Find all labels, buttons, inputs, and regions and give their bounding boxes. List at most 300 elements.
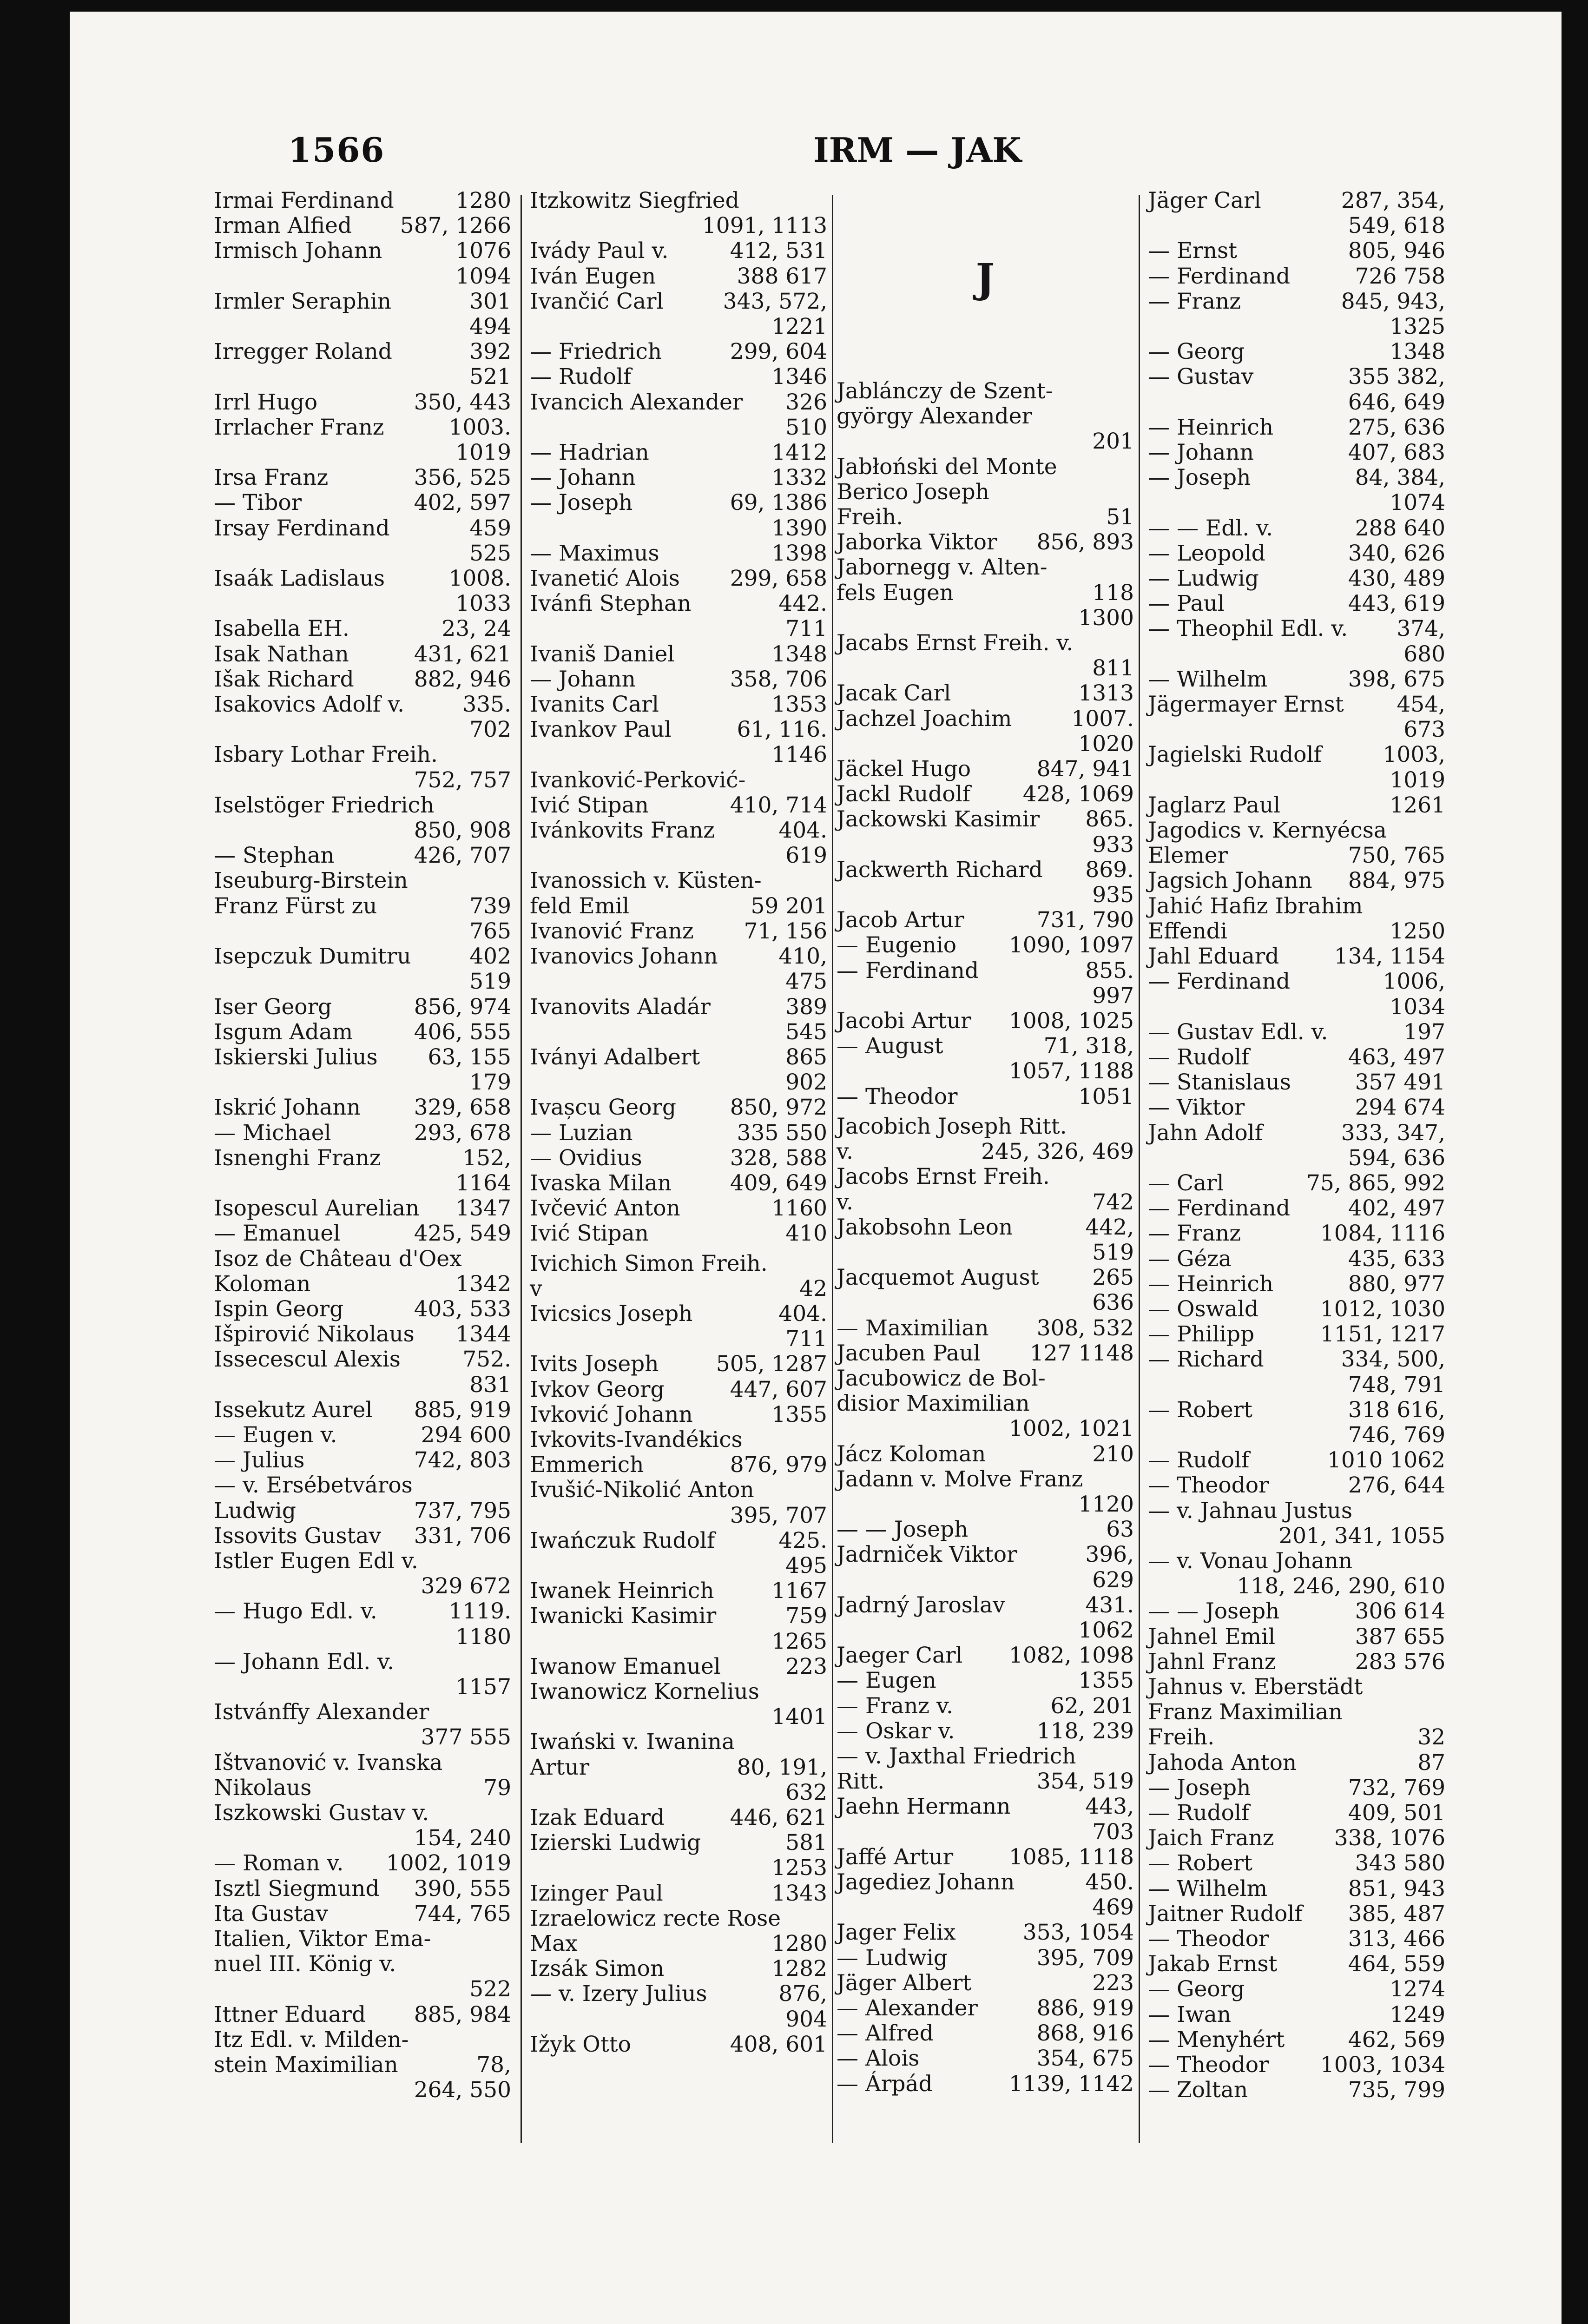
entry-name: — Stanislaus <box>1148 1070 1291 1096</box>
entry-pages: 510 <box>785 414 827 440</box>
entry-pages: 1002, 1019 <box>386 1850 511 1876</box>
index-entry <box>1148 1297 1445 1322</box>
index-entry <box>837 656 1134 681</box>
index-entry <box>837 1820 1134 1845</box>
index-entry <box>1148 2053 1445 2078</box>
entry-name: fels Eugen <box>837 580 954 606</box>
entry-pages: 731, 790 <box>1036 907 1134 933</box>
entry-name: Ivkov Georg <box>530 1376 665 1402</box>
entry-pages: 51 <box>1106 504 1134 530</box>
index-entry <box>530 919 827 944</box>
entry-pages: 402, 497 <box>1348 1195 1445 1221</box>
index-entry <box>214 188 511 213</box>
index-entry <box>837 2046 1134 2071</box>
entry-name: — Roman v. <box>214 1850 344 1876</box>
entry-name: Jadrný Jaroslav <box>837 1592 1005 1618</box>
index-entry <box>837 2072 1134 2097</box>
index-entry <box>530 1020 827 1045</box>
entry-name: Iwanek Heinrich <box>530 1578 714 1604</box>
index-entry <box>1148 465 1445 490</box>
entry-pages: 703 <box>1092 1819 1134 1845</box>
entry-name: — Hugo Edl. v. <box>214 1598 377 1624</box>
entry-name: Max <box>530 1931 578 1957</box>
entry-name: — Zoltan <box>1148 2077 1248 2103</box>
entry-name: — Luzian <box>530 1120 633 1146</box>
index-entry <box>1148 868 1445 893</box>
index-entry <box>1148 2027 1445 2053</box>
index-entry <box>530 1377 827 1402</box>
entry-name: Jahl Eduard <box>1148 944 1279 970</box>
entry-pages: 294 600 <box>421 1422 511 1448</box>
entry-pages: 702 <box>469 717 511 743</box>
entry-pages: 450. <box>1085 1869 1134 1895</box>
entry-pages: 519 <box>1092 1239 1134 1265</box>
entry-pages: 545 <box>785 1019 827 1045</box>
entry-pages: 765 <box>469 918 511 944</box>
entry-name: Istler Eugen Edl v. <box>214 1548 418 1574</box>
index-entry <box>1148 818 1445 843</box>
entry-pages: 629 <box>1092 1567 1134 1593</box>
index-entry <box>530 238 827 264</box>
entry-pages: 1344 <box>455 1321 511 1347</box>
index-entry <box>214 1599 511 1624</box>
index-entry <box>530 642 827 667</box>
entry-pages: 742 <box>1092 1189 1134 1215</box>
index-entry <box>214 1750 511 1776</box>
entry-pages: 454, <box>1397 692 1445 718</box>
index-entry <box>1148 1196 1445 1221</box>
entry-pages: 283 576 <box>1355 1649 1445 1675</box>
index-entry <box>530 717 827 742</box>
entry-name: — Menyhért <box>1148 2027 1285 2053</box>
entry-pages: 1008, 1025 <box>1008 1008 1134 1034</box>
entry-name: Ivánkovits Franz <box>530 818 715 844</box>
entry-name: — Ferdinand <box>1148 969 1291 995</box>
entry-pages: 223 <box>1092 1970 1134 1996</box>
entry-pages: 428, 1069 <box>1022 781 1134 807</box>
entry-pages: 134, 1154 <box>1334 944 1445 970</box>
entry-name: — Oswald <box>1148 1296 1259 1322</box>
entry-pages: 904 <box>785 2006 827 2032</box>
index-entry <box>214 1549 511 1574</box>
entry-pages: 1390 <box>771 515 827 541</box>
index-entry <box>214 2002 511 2027</box>
index-entry <box>1148 1876 1445 1901</box>
entry-name: v. <box>837 1189 853 1215</box>
entry-pages: 353, 1054 <box>1022 1920 1134 1946</box>
entry-pages: 1164 <box>455 1170 511 1196</box>
index-entry <box>1148 364 1445 390</box>
index-entry <box>530 1654 827 1679</box>
entry-pages: 750, 765 <box>1348 843 1445 869</box>
entry-pages: 742, 803 <box>414 1447 511 1473</box>
index-entry <box>837 1034 1134 1059</box>
entry-name: Jagsich Johann <box>1148 868 1312 894</box>
entry-name: — v. Jaxthal Friedrich <box>837 1743 1076 1769</box>
entry-name: Ivčević Anton <box>530 1195 680 1221</box>
index-entry <box>837 908 1134 933</box>
entry-pages: 876, <box>778 1981 827 2007</box>
index-entry <box>530 1121 827 1146</box>
entry-pages: 1280 <box>455 188 511 213</box>
entry-pages: 851, 943 <box>1348 1875 1445 1901</box>
index-entry <box>1148 793 1445 818</box>
entry-pages: 118, 239 <box>1036 1718 1134 1744</box>
index-entry <box>530 1780 827 1805</box>
entry-name: — Johann <box>530 666 636 692</box>
entry-name: — Carl <box>1148 1170 1224 1196</box>
entry-name: — Joseph <box>1148 465 1251 491</box>
entry-name: Irmler Seraphin <box>214 288 392 314</box>
index-entry <box>837 1568 1134 1593</box>
index-entry <box>1148 289 1445 314</box>
entry-name: Jahić Hafiz Ibrahim <box>1148 893 1363 919</box>
entry-pages: 1300 <box>1078 605 1134 631</box>
index-entry <box>530 1578 827 1604</box>
entry-name: Ivković Johann <box>530 1401 693 1427</box>
index-entry <box>214 1624 511 1650</box>
entry-pages: 355 382, <box>1348 364 1445 390</box>
entry-name: Jaitner Rudolf <box>1148 1901 1303 1927</box>
index-entry <box>1148 213 1445 238</box>
index-entry <box>837 530 1134 555</box>
index-entry <box>1148 717 1445 742</box>
index-entry <box>214 264 511 289</box>
index-entry <box>530 1679 827 1704</box>
entry-name: Ivașcu Georg <box>530 1095 677 1121</box>
index-entry <box>214 2078 511 2103</box>
entry-name: — Julius <box>214 1447 305 1473</box>
index-entry <box>1148 969 1445 994</box>
entry-pages: 935 <box>1092 882 1134 908</box>
entry-name: — Gustav <box>1148 364 1254 390</box>
page-header <box>288 130 1496 172</box>
index-entry <box>214 1901 511 1927</box>
entry-name: — Friedrich <box>530 339 662 365</box>
entry-pages: 127 1148 <box>1029 1340 1134 1366</box>
entry-pages: 118 <box>1092 580 1134 606</box>
index-entry <box>214 818 511 843</box>
entry-pages: 1151, 1217 <box>1320 1321 1445 1347</box>
index-entry <box>530 390 827 415</box>
entry-name: Isabella EH. <box>214 616 349 642</box>
entry-pages: 744, 765 <box>414 1901 511 1927</box>
entry-name: Irsay Ferdinand <box>214 515 390 541</box>
index-entry <box>1148 1221 1445 1246</box>
entry-name: Jaffé Artur <box>837 1844 954 1870</box>
index-entry <box>1148 1045 1445 1070</box>
index-entry <box>530 1956 827 1981</box>
entry-name: Emmerich <box>530 1452 644 1478</box>
entry-pages: 850, 908 <box>414 818 511 844</box>
index-entry <box>214 995 511 1020</box>
entry-pages: 223 <box>785 1653 827 1679</box>
index-entry <box>530 1755 827 1780</box>
index-entry <box>1148 692 1445 717</box>
entry-name: Jakab Ernst <box>1148 1951 1278 1977</box>
entry-pages: 1355 <box>1078 1668 1134 1694</box>
index-entry <box>214 314 511 339</box>
entry-name: — Rudolf <box>1148 1447 1250 1473</box>
entry-name: Jahoda Anton <box>1148 1750 1297 1776</box>
entry-name: — Theodor <box>1148 1472 1269 1499</box>
entry-name: Effendi <box>1148 918 1227 944</box>
entry-pages: 408, 601 <box>730 2031 827 2057</box>
entry-pages: 880, 977 <box>1348 1271 1445 1297</box>
entry-name: Berico Joseph <box>837 479 989 505</box>
index-entry <box>530 541 827 566</box>
index-entry <box>214 238 511 264</box>
index-entry <box>1148 1322 1445 1347</box>
entry-pages: 152, <box>462 1145 511 1171</box>
index-entry <box>837 480 1134 505</box>
entry-pages: 1342 <box>455 1271 511 1297</box>
index-entry <box>530 264 827 289</box>
entry-name: — Georg <box>1148 1976 1245 2002</box>
index-entry <box>530 1045 827 1070</box>
index-entry <box>530 2007 827 2032</box>
page-number: 1566 <box>288 130 385 170</box>
entry-name: — v. Izery Julius <box>530 1981 707 2007</box>
entry-pages: 390, 555 <box>414 1875 511 1901</box>
index-entry <box>837 1593 1134 1618</box>
entry-pages: 308, 532 <box>1036 1315 1134 1341</box>
index-entry <box>530 591 827 616</box>
entry-name: — — Joseph <box>837 1517 969 1543</box>
index-entry <box>214 667 511 692</box>
entry-pages: 333, 347, <box>1341 1120 1445 1146</box>
entry-pages: 1347 <box>455 1195 511 1221</box>
index-entry <box>214 642 511 667</box>
entry-pages: 505, 1287 <box>716 1351 827 1377</box>
entry-pages: 902 <box>785 1070 827 1096</box>
entry-name: Ivanovits Aladár <box>530 994 711 1020</box>
entry-name: Jakobsohn Leon <box>837 1214 1013 1240</box>
entry-pages: 201 <box>1092 429 1134 455</box>
index-entry <box>214 1448 511 1473</box>
index-entry <box>1148 1347 1445 1372</box>
index-entry <box>530 1528 827 1553</box>
entry-name: feld Emil <box>530 893 630 919</box>
entry-pages: 426, 707 <box>414 843 511 869</box>
entry-pages: 1348 <box>771 641 827 667</box>
entry-name: — Theodor <box>837 1083 958 1109</box>
entry-pages: 356, 525 <box>414 465 511 491</box>
index-entry <box>837 2021 1134 2046</box>
index-entry <box>214 692 511 717</box>
index-entry <box>214 843 511 868</box>
entry-pages: 84, 384, <box>1355 465 1445 491</box>
entry-name: Isgum Adam <box>214 1019 353 1045</box>
index-entry <box>1148 1725 1445 1750</box>
entry-name: Iwanicki Kasimir <box>530 1603 717 1629</box>
index-entry <box>1148 616 1445 641</box>
index-entry <box>1148 264 1445 289</box>
entry-name: Jaehn Hermann <box>837 1794 1011 1820</box>
index-entry <box>1148 238 1445 264</box>
entry-pages: 87 <box>1417 1750 1445 1776</box>
entry-pages: 1250 <box>1390 918 1445 944</box>
index-entry <box>837 1895 1134 1920</box>
entry-pages: 264, 550 <box>414 2077 511 2103</box>
entry-pages: 1002, 1021 <box>1008 1416 1134 1442</box>
index-entry <box>214 1171 511 1196</box>
index-entry <box>837 1971 1134 1996</box>
index-entry <box>530 1730 827 1755</box>
entry-name: Ivády Paul v. <box>530 238 669 264</box>
entry-pages: 1020 <box>1078 731 1134 757</box>
index-entry <box>1148 894 1445 919</box>
entry-name: — Ovidius <box>530 1145 642 1171</box>
entry-pages: 404. <box>778 1301 827 1327</box>
entry-pages: 328, 588 <box>730 1145 827 1171</box>
entry-pages: 885, 984 <box>414 2001 511 2027</box>
entry-pages: 331, 706 <box>414 1523 511 1549</box>
index-entry <box>214 1650 511 1675</box>
index-entry <box>214 2053 511 2078</box>
entry-name: Ivkovits-Ivandékics <box>530 1426 743 1452</box>
index-entry <box>530 818 827 843</box>
entry-pages: 1139, 1142 <box>1008 2071 1134 2097</box>
entry-name: — Ludwig <box>837 1945 948 1971</box>
entry-pages: 340, 626 <box>1348 540 1445 566</box>
entry-pages: 632 <box>785 1779 827 1805</box>
entry-name: Jabłoński del Monte <box>837 454 1057 480</box>
entry-pages: 299, 658 <box>730 566 827 592</box>
entry-pages: 388 617 <box>737 263 827 289</box>
index-entry <box>1148 1095 1445 1120</box>
page-title: IRM — JAK <box>813 130 1021 170</box>
entry-name: Isopescul Aurelian <box>214 1195 420 1221</box>
column-divider <box>521 195 522 2143</box>
entry-name: Jácz Koloman <box>837 1441 986 1467</box>
entry-pages: 869. <box>1085 857 1134 883</box>
entry-pages: 1348 <box>1390 339 1445 365</box>
entry-name: Freih. <box>1148 1724 1215 1750</box>
entry-name: Ivaska Milan <box>530 1170 672 1196</box>
index-entry <box>837 933 1134 958</box>
entry-name: Isnenghi Franz <box>214 1145 381 1171</box>
entry-pages: 410, <box>778 944 827 970</box>
index-entry <box>530 314 827 339</box>
index-entry <box>837 1694 1134 1719</box>
index-entry <box>214 894 511 919</box>
entry-pages: 389 <box>785 994 827 1020</box>
index-entry <box>837 1341 1134 1366</box>
index-entry <box>530 213 827 238</box>
entry-pages: 1146 <box>771 742 827 768</box>
entry-name: Izinger Paul <box>530 1880 663 1906</box>
entry-name: Ivić Stipan <box>530 792 649 818</box>
entry-pages: 1090, 1097 <box>1008 932 1134 958</box>
index-entry <box>214 1347 511 1372</box>
index-entry <box>837 1316 1134 1341</box>
entry-pages: 748, 791 <box>1348 1372 1445 1398</box>
entry-name: Irrl Hugo <box>214 389 318 415</box>
entry-pages: 1008. <box>448 566 511 592</box>
entry-pages: 1084, 1116 <box>1320 1221 1445 1247</box>
index-entry <box>214 364 511 390</box>
entry-pages: 1274 <box>1390 1976 1445 2002</box>
index-entry <box>214 1725 511 1750</box>
entry-pages: 210 <box>1092 1441 1134 1467</box>
index-entry <box>1148 768 1445 793</box>
index-entry <box>837 732 1134 757</box>
entry-name: — Tibor <box>214 490 302 516</box>
entry-name: — Maximilian <box>837 1315 989 1341</box>
column-2 <box>530 188 827 2057</box>
index-entry <box>837 505 1134 530</box>
index-entry <box>530 1553 827 1578</box>
entry-pages: 884, 975 <box>1348 868 1445 894</box>
entry-name: — — Joseph <box>1148 1598 1280 1624</box>
entry-pages: 1253 <box>771 1855 827 1881</box>
entry-pages: 831 <box>469 1372 511 1398</box>
entry-pages: 406, 555 <box>414 1019 511 1045</box>
entry-pages: 856, 974 <box>414 994 511 1020</box>
entry-name: — Theodor <box>1148 1926 1269 1952</box>
entry-pages: 1094 <box>455 263 511 289</box>
index-entry <box>530 1452 827 1478</box>
entry-pages: 78, <box>476 2052 511 2078</box>
entry-name: Jagodics v. Kernyécsa <box>1148 818 1387 844</box>
entry-pages: 1012, 1030 <box>1320 1296 1445 1322</box>
entry-name: — Joseph <box>530 490 633 516</box>
entry-name: — Eugen <box>837 1668 936 1694</box>
index-entry <box>1148 440 1445 465</box>
entry-pages: 997 <box>1092 983 1134 1009</box>
index-entry <box>837 1719 1134 1744</box>
entry-pages: 118, 246, 290, 610 <box>1237 1573 1445 1599</box>
index-entry <box>1148 1373 1445 1398</box>
entry-name: Ivicsics Joseph <box>530 1301 693 1327</box>
entry-pages: 63, 155 <box>428 1044 511 1070</box>
index-entry <box>530 742 827 767</box>
index-entry <box>1148 188 1445 213</box>
entry-name: Jachzel Joachim <box>837 706 1012 732</box>
entry-pages: 1019 <box>1390 767 1445 793</box>
index-entry <box>214 768 511 793</box>
index-entry <box>1148 1272 1445 1297</box>
index-entry <box>837 1215 1134 1240</box>
entry-name: Ivánfi Stephan <box>530 591 692 617</box>
entry-pages: 354, 519 <box>1036 1769 1134 1795</box>
index-entry <box>530 1196 827 1221</box>
entry-pages: 335. <box>462 692 511 718</box>
entry-pages: 855. <box>1085 957 1134 984</box>
entry-name: — Oskar v. <box>837 1718 955 1744</box>
index-entry <box>1148 339 1445 364</box>
entry-name: — Franz v. <box>837 1693 953 1719</box>
entry-pages: 549, 618 <box>1348 213 1445 239</box>
index-entry <box>530 289 827 314</box>
index-entry <box>837 455 1134 480</box>
index-entry <box>1148 1599 1445 1624</box>
entry-pages: 1343 <box>771 1880 827 1906</box>
entry-pages: 1051 <box>1078 1083 1134 1109</box>
entry-name: Jackwerth Richard <box>837 857 1043 883</box>
entry-name: — Emanuel <box>214 1221 341 1247</box>
entry-name: — Viktor <box>1148 1095 1245 1121</box>
entry-pages: 334, 500, <box>1341 1347 1445 1373</box>
entry-name: Jabornegg v. Alten- <box>837 555 1048 581</box>
entry-pages: 442, <box>1085 1214 1134 1240</box>
entry-name: Ivanovics Johann <box>530 944 718 970</box>
entry-name: — Ernst <box>1148 238 1237 264</box>
entry-pages: 313, 466 <box>1348 1926 1445 1952</box>
entry-pages: 847, 941 <box>1036 756 1134 782</box>
entry-name: Jägermayer Ernst <box>1148 692 1344 718</box>
